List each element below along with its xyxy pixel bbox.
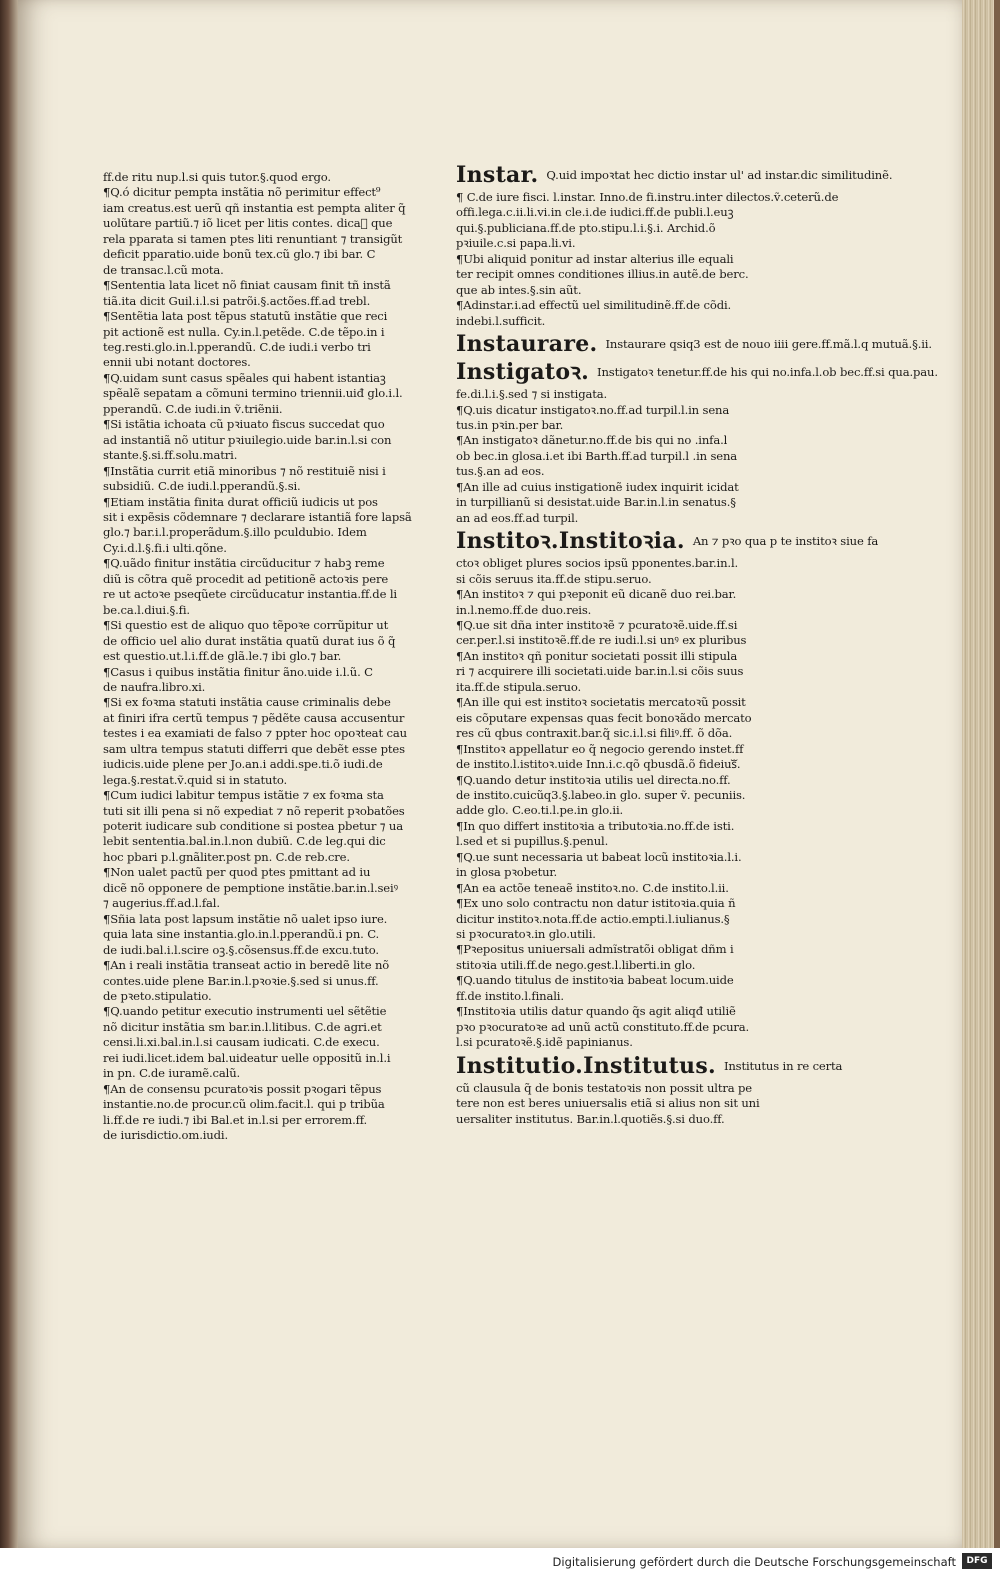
heading-gloss: Institutus in re certa bbox=[723, 1058, 843, 1073]
text-line: ¶Q.uando detur institoꝛia utilis uel directa.no.ff. bbox=[456, 772, 731, 787]
text-line: nõ dicitur instãtia sm bar.in.l.litibus. C.de agri.et bbox=[103, 1019, 382, 1034]
heading-gloss: Q.uid impoꝛtat hec dictio instar ul' ad instar.dic similitudinẽ. bbox=[546, 168, 893, 182]
text-line: in glosa pꝛobetur. bbox=[456, 865, 558, 880]
text-line: tus.§.an ad eos. bbox=[456, 464, 545, 479]
text-line: cer.per.l.si institoꝛẽ.ff.de re iudi.l.si unꝰ ex pluribus bbox=[456, 633, 747, 648]
text-line: subsidiũ. C.de iudi.l.pperandũ.§.si. bbox=[103, 479, 301, 494]
footer-credit: Digitalisierung gefördert durch die Deutsche Forschungsgemeinschaft bbox=[552, 1555, 956, 1569]
dfg-logo: DFG bbox=[962, 1553, 992, 1569]
text-line: tuti sit illi pena si nõ expediat ⁊ nõ reperit pꝛobatões bbox=[103, 803, 405, 818]
text-line: glo.⁊ bar.i.l.properãdum.§.illo pculdubio. Idem bbox=[103, 525, 367, 540]
text-line: l.sed et si pupillus.§.penul. bbox=[456, 834, 609, 849]
text-line: teg.resti.glo.in.l.pperandũ. C.de iudi.i verbo tri bbox=[103, 339, 371, 354]
text-line: ¶Q.uando titulus de institoꝛia babeat locum.uide bbox=[456, 973, 734, 988]
text-line: tiã.ita dicit Guil.i.l.si patrõi.§.actões.ff.ad trebl. bbox=[103, 293, 371, 308]
text-line: ¶Q.uis dicatur instigatoꝛ.no.ff.ad turpil.l.in sena bbox=[456, 402, 730, 417]
text-line: ¶Si questio est de aliquo quo tẽpoꝛe corrũpitur ut bbox=[103, 618, 389, 633]
text-line: si pꝛocuratoꝛ.in glo.utili. bbox=[456, 927, 596, 942]
text-line: ter recipit omnes conditiones illius.in autẽ.de berc. bbox=[456, 267, 749, 282]
text-line: ¶Q.ó dicitur pempta instãtia nõ perimitur effect⁹ bbox=[103, 185, 381, 200]
text-line: stitoꝛia utili.ff.de nego.gest.l.liberti.in glo. bbox=[456, 957, 696, 972]
text-line: ita.ff.de stipula.seruo. bbox=[456, 679, 581, 694]
text-line: hoc pbari p.l.gnãliter.post pn. C.de reb.cre. bbox=[103, 849, 350, 864]
text-line: indebi.l.sufficit. bbox=[456, 313, 546, 328]
heading-gloss: Instaurare qsiq3 est de nouo iiii gere.ff.mã.l.q mutuã.§.ii. bbox=[605, 337, 932, 352]
text-line: sam ultra tempus statuti differri que debẽt esse ptes bbox=[103, 741, 405, 756]
text-line: dicitur institoꝛ.nota.ff.de actio.empti.l.iulianus.§ bbox=[456, 911, 730, 926]
text-line: ¶Ubi aliquid ponitur ad instar alterius ille equali bbox=[456, 251, 734, 266]
text-line: ¶Adinstar.i.ad effectũ uel similitudinẽ.ff.de cõdi. bbox=[456, 298, 732, 313]
text-line: in.l.nemo.ff.de duo.reis. bbox=[456, 602, 592, 617]
text-line: deficit pparatio.uide bonũ tex.cũ glo.⁊ ibi bar. C bbox=[103, 247, 376, 262]
text-line: ¶Si ex foꝛma statuti instãtia cause criminalis debe bbox=[103, 695, 391, 710]
text-line: an ad eos.ff.ad turpil. bbox=[456, 510, 579, 525]
text-line: poterit iudicare sub conditione si postea pbetur ⁊ ua bbox=[103, 819, 404, 834]
text-line: ¶Q.uãdo finitur instãtia circũducitur ⁊ habꝫ reme bbox=[103, 556, 385, 571]
text-line: ¶In quo differt institoꝛia a tributoꝛia.no.ff.de isti. bbox=[456, 818, 735, 833]
text-line: ¶Instãtia currit etiã minoribus ⁊ nõ restituiẽ nisi i bbox=[103, 463, 386, 478]
text-line: ¶Non ualet pactũ per quod ptes pmittant ad iu bbox=[103, 865, 371, 880]
text-line: tus.in pꝛin.per bar. bbox=[456, 417, 564, 432]
text-line: ¶Institoꝛia utilis datur quando q̃s agit aliqđ utiliẽ bbox=[456, 1004, 736, 1019]
text-line: pperandũ. C.de iudi.in ṽ.triẽnii. bbox=[103, 401, 283, 416]
text-line: de iurisdictio.om.iudi. bbox=[103, 1128, 228, 1143]
left-text-column bbox=[103, 170, 412, 1144]
digitization-footer bbox=[0, 1548, 1000, 1575]
text-line: be.ca.l.diui.§.fi. bbox=[103, 602, 190, 617]
heading-gloss: Instigatoꝛ tenetur.ff.de his qui no.infa.l.ob bec.ff.si qua.pau. bbox=[597, 365, 938, 380]
text-line: fe.di.l.i.§.sed ⁊ si instigata. bbox=[456, 387, 608, 402]
text-line: de transac.l.cũ mota. bbox=[103, 262, 224, 277]
heading-word: Institoꝛ.Institoꝛia. bbox=[456, 528, 685, 555]
text-line: ¶An institoꝛ qñ ponitur societati possit illi stipula bbox=[456, 648, 738, 663]
text-line: re ut actoꝛe pseqũete circũducatur instantia.ff.de li bbox=[103, 587, 397, 602]
text-line: ff.de ritu nup.l.si quis tutor.§.quod ergo. bbox=[103, 170, 331, 184]
left-page-edge bbox=[0, 0, 20, 1548]
text-line: ennii ubi notant doctores. bbox=[103, 355, 251, 370]
entry-heading bbox=[456, 359, 938, 386]
text-line: res cũ qbus contraxit.bar.q̃ sic.i.l.si filiꝰ.ff. õ dõa. bbox=[456, 726, 733, 741]
text-line: uersaliter institutus. Bar.in.l.quotiẽs.§.si duo.ff. bbox=[456, 1111, 725, 1126]
text-line: lebit sententia.bal.in.l.non dubiũ. C.de leg.qui dic bbox=[103, 834, 386, 849]
text-line: testes i ea examiati de falso ⁊ ppter hoc opoꝛteat cau bbox=[103, 726, 407, 741]
text-line: ¶An instigatoꝛ dãnetur.no.ff.de bis qui no .infa.l bbox=[456, 433, 728, 448]
text-line: ¶An institoꝛ ⁊ qui pꝛeponit eũ dicanẽ duo rei.bar. bbox=[456, 587, 737, 602]
text-line: ¶An i reali instãtia transeat actio in beredẽ lite nõ bbox=[103, 958, 390, 973]
text-line: in pn. C.de iuramẽ.calũ. bbox=[103, 1066, 241, 1081]
text-line: dicẽ nõ opponere de pemptione instãtie.bar.in.l.seiꝰ bbox=[103, 880, 398, 895]
heading-word: Institutio.Institutus. bbox=[456, 1052, 716, 1079]
text-line: censi.li.xi.bal.in.l.si causam iudicati. C.de execu. bbox=[103, 1035, 380, 1050]
text-line: pit actionẽ est nulla. Cy.in.l.petẽde. C.de tẽpo.in i bbox=[103, 324, 385, 339]
text-line: sit i expẽsis cõdemnare ⁊ declarare istantiã fore lapsã bbox=[103, 509, 412, 524]
text-line: de instito.cuicũq3.§.labeo.in glo. super ṽ. pecuniis. bbox=[456, 787, 746, 802]
text-line: ⁊ augerius.ff.ad.l.fal. bbox=[103, 896, 220, 911]
text-line: ¶An de consensu pcuratoꝛis possit pꝛogari tẽpus bbox=[103, 1081, 382, 1096]
text-line: ¶Etiam instãtia finita durat officiũ iudicis ut pos bbox=[103, 494, 378, 509]
text-line: ¶Casus i quibus instãtia finitur ãno.uide i.l.ũ. C bbox=[103, 664, 373, 679]
text-line: iam creatus.est uerũ qñ instantia est pempta aliter q̃ bbox=[103, 200, 406, 215]
book-page bbox=[18, 0, 966, 1548]
text-line: ¶Sñia lata post lapsum instãtie nõ ualet ipso iure. bbox=[103, 911, 388, 926]
text-line: offi.lega.c.ii.li.vi.in cle.i.de iudici.ff.de publi.l.euꝫ bbox=[456, 205, 734, 220]
entry-heading bbox=[456, 162, 893, 188]
text-line: ob bec.in glosa.i.et ibi Barth.ff.ad turpil.l .in sena bbox=[456, 448, 738, 463]
text-line: tere non est beres uniuersalis etiã si alius non sit uni bbox=[456, 1096, 760, 1111]
right-page-edges bbox=[962, 0, 1000, 1548]
text-line: ¶Q.ue sunt necessaria ut babeat locũ institoꝛia.l.i. bbox=[456, 849, 742, 864]
text-line: de iudi.bal.i.l.scire oꝫ.§.cõsensus.ff.de excu.tuto. bbox=[103, 942, 379, 957]
text-line: ff.de instito.l.finali. bbox=[456, 988, 564, 1003]
entry-heading bbox=[456, 528, 879, 555]
text-line: de pꝛeto.stipulatio. bbox=[103, 989, 212, 1004]
text-line: ¶Pꝛepositus uniuersali admĩstratõi obligat dñm i bbox=[456, 942, 734, 957]
text-line: lega.§.restat.ṽ.quid si in statuto. bbox=[103, 772, 287, 787]
text-line: uolũtare partiũ.⁊ iõ licet per litis contes. dicaᷓ que bbox=[103, 216, 393, 231]
text-line: ¶An ille qui est institoꝛ societatis mercatoꝛũ possit bbox=[456, 695, 746, 710]
text-line: ¶Si istãtia ichoata cũ pꝛiuato fiscus succedat quo bbox=[103, 417, 385, 432]
heading-word: Instigatoꝛ. bbox=[456, 359, 590, 386]
text-line: que ab intes.§.sin aũt. bbox=[456, 282, 582, 297]
text-line: ¶Sentẽtia lata post tẽpus statutũ instãtie que reci bbox=[103, 309, 388, 324]
text-line: de instito.l.istitoꝛ.uide Inn.i.c.qõ qbusdã.õ fideiusᷓ. bbox=[456, 757, 741, 772]
text-line: ad instantiã nõ utitur pꝛiuilegio.uide bar.in.l.si con bbox=[103, 432, 392, 447]
text-line: ¶An ille ad cuius instigationẽ iudex inquirit icidat bbox=[456, 479, 739, 494]
text-line: ¶Ex uno solo contractu non datur istitoꝛia.quia ñ bbox=[456, 896, 736, 911]
text-line: ri ⁊ acquirere illi societati.uide bar.in.l.si cõis suus bbox=[456, 664, 744, 679]
text-line: ¶Q.uando petitur executio instrumenti uel sẽtẽtie bbox=[103, 1004, 387, 1019]
text-line: rela pparata si tamen ptes liti renuntiant ⁊ transigũt bbox=[103, 231, 403, 246]
heading-word: Instaurare. bbox=[456, 331, 598, 358]
entry-heading bbox=[456, 1052, 843, 1079]
text-line: spẽalẽ sepatam a cõmuni termino triennii.uiđ glo.i.l. bbox=[103, 386, 403, 401]
text-line: de officio uel alio durat instãtia quatũ durat ius õ q̃ bbox=[103, 633, 396, 648]
text-line: est questio.ut.l.i.ff.de glã.le.⁊ ibi glo.⁊ bar. bbox=[103, 649, 342, 664]
text-line: iudicis.uide plene per Jo.an.i addi.spe.ti.õ iudi.de bbox=[103, 757, 383, 772]
text-line: Cy.i.d.l.§.fi.i ulti.qõne. bbox=[103, 540, 227, 555]
text-line: ¶Q.uidam sunt casus spẽales qui habent istantiaꝫ bbox=[103, 370, 386, 385]
text-line: eis cõputare expensas quas fecit bonoꝛãdo mercato bbox=[456, 710, 752, 725]
text-line: ctoꝛ obliget plures socios ipsũ pponentes.bar.in.l. bbox=[456, 556, 739, 571]
text-line: ¶Institoꝛ appellatur eo q̃ negocio gerendo instet.ff bbox=[456, 741, 744, 756]
heading-word: Instar. bbox=[456, 162, 539, 188]
text-line: diũ is cõtra quẽ procedit ad petitionẽ actoꝛis pere bbox=[103, 571, 389, 586]
text-line: de naufra.libro.xi. bbox=[103, 679, 206, 694]
text-line: instantie.no.de procur.cũ olim.facit.l. qui p tribũa bbox=[103, 1097, 385, 1112]
text-line: rei iudi.licet.idem bal.uideatur uelle oppositũ in.l.i bbox=[103, 1050, 391, 1065]
text-line: quia lata sine instantia.glo.in.l.pperandũ.i pn. C. bbox=[103, 927, 380, 942]
text-line: stante.§.si.ff.solu.matri. bbox=[103, 448, 238, 463]
text-line: ¶Sententia lata licet nõ finiat causam finit tñ instã bbox=[103, 278, 391, 293]
text-line: ¶Cum iudici labitur tempus istãtie ⁊ ex foꝛma sta bbox=[103, 788, 384, 803]
text-line: in turpillianũ si desistat.uide Bar.in.l.in senatus.§ bbox=[456, 495, 736, 510]
text-line: si cõis seruus ita.ff.de stipu.seruo. bbox=[456, 571, 652, 586]
text-line: contes.uide plene Bar.in.l.pꝛoꝛie.§.sed si unus.ff. bbox=[103, 973, 379, 988]
text-line: ¶An ea actõe teneaẽ institoꝛ.no. C.de instito.l.ii. bbox=[456, 880, 729, 895]
text-line: qui.§.publiciana.ff.de pto.stipu.l.i.§.i. Archid.õ bbox=[456, 220, 716, 235]
text-line: ¶Q.ue sit dña inter institoꝛẽ ⁊ pcuratoꝛẽ.uide.ff.si bbox=[456, 617, 738, 632]
heading-gloss: An ⁊ pꝛo qua p te institoꝛ siue fa bbox=[692, 534, 879, 549]
text-line: adde glo. C.eo.ti.l.pe.in glo.ii. bbox=[456, 803, 624, 818]
text-line: ¶ C.de iure fisci. l.instar. Inno.de fi.instru.inter dilectos.ṽ.ceterũ.de bbox=[456, 190, 839, 204]
text-line: at finiri ifra certũ tempus ⁊ pẽdẽte causa accusentur bbox=[103, 710, 405, 725]
text-line: pꝛiuile.c.si papa.li.vi. bbox=[456, 236, 576, 251]
text-line: pꝛo pꝛocuratoꝛe ad unũ actũ constituto.ff.de pcura. bbox=[456, 1019, 750, 1034]
text-line: li.ff.de re iudi.⁊ ibi Bal.et in.l.si per errorem.ff. bbox=[103, 1112, 368, 1127]
text-line: l.si pcuratoꝛẽ.§.idẽ papinianus. bbox=[456, 1035, 633, 1050]
text-line: cũ clausula q̃ de bonis testatoꝛis non possit ultra pe bbox=[456, 1080, 753, 1095]
